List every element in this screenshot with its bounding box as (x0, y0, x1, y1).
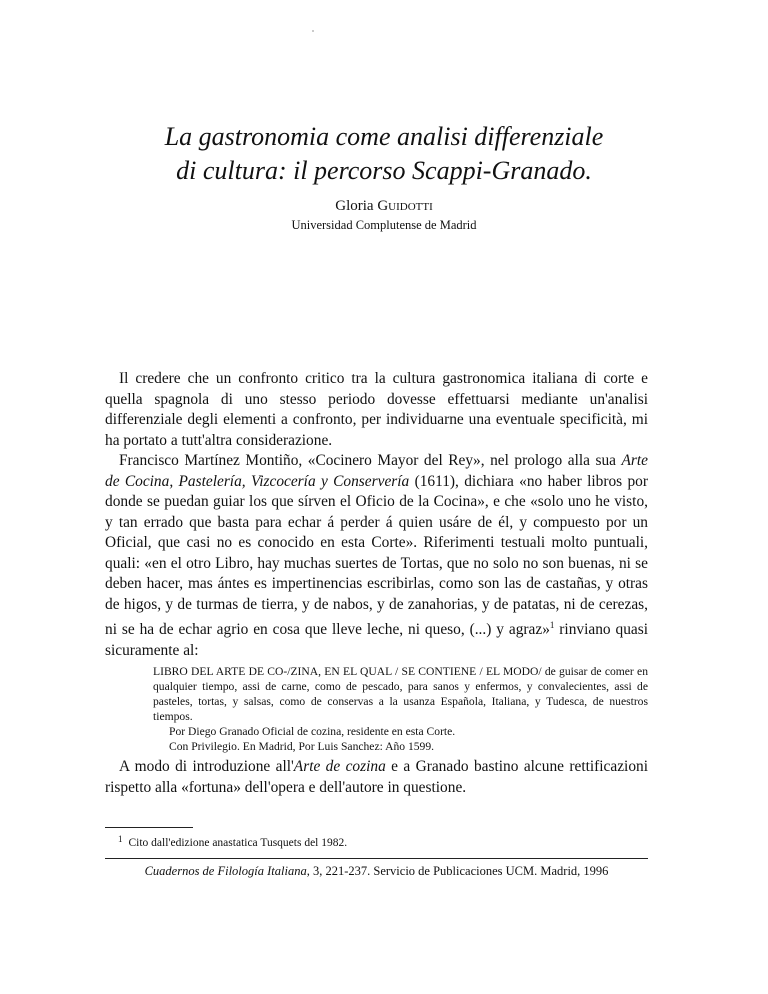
author-first-name: Gloria (335, 198, 374, 214)
footnote (118, 832, 347, 850)
journal-name: Cuadernos de Filología Italiana (144, 864, 307, 878)
article-body (105, 369, 648, 798)
footer-divider (105, 858, 648, 859)
paragraph-2-text-c: rinviano quasi sicuramente al: (105, 621, 648, 659)
paragraph-3-text-a: A modo di introduzione all' (119, 758, 294, 775)
paragraph-3 (105, 757, 648, 798)
paragraph-3-text-b: e a Granado bastino alcune rettificazioni rispetto alla «fortuna» dell'opera e dell'autore in questione. (105, 758, 648, 796)
paragraph-2-text-b: (1611), dichiara «no haber libros por donde se puedan guiar los que sírven el Oficio de la Cocina», e che «solo uno he visto, y tan errado que basta para echar á perder á quien usáre de él, y compuesto por un Oficial, que casi no es conocido en esta Corte». Riferimenti testuali molto puntuali, quali: «en el otro Libro, hay muchas suertes de Tortas, que no solo no son buenas, ni se deben hacer, mas ántes es impertinencias escribirlas, como son las de castañas, y otras de higos, y de turmas de tierra, y de nabos, y de zanahorias, y de patatas, ni de cerezas, ni se ha de echar agrio en cosa que lleve leche, ni queso, (...) y agraz» (105, 472, 648, 638)
citation-details: , 3, 221-237. Servicio de Publicaciones UCM. Madrid, 1996 (306, 864, 609, 878)
paragraph-2 (105, 451, 648, 661)
footnote-ref[interactable]: 1 (549, 620, 555, 630)
paragraph-2-text-a: Francisco Martínez Montiño, «Cocinero Mayor del Rey», nel prologo alla sua (119, 452, 622, 469)
author-last-name: Guidotti (377, 198, 433, 214)
footnote-text: Cito dall'edizione anastatica Tusquets del 1982. (128, 837, 348, 849)
paragraph-2-book-title: Arte de Cocina, Pastelería, Vizcocería y Conservería (105, 452, 648, 490)
quote-line-1: LIBRO DEL ARTE DE CO-/ZINA, EN EL QUAL / SE CONTIENE / EL MODO/ de guisar de comer en qualquier tiempo, assi de carne, como de pescado, para sanos y enfermos, y convalecientes, assi de pasteles, tortas, y salsas, como de conservas a la usanza Española, Italiana, y Tudesca, de nuestros tiempos. (153, 665, 648, 723)
author-name (0, 196, 768, 216)
footnote-number: 1 (118, 834, 123, 844)
article-title (0, 120, 768, 188)
author-affiliation: Universidad Complutense de Madrid (291, 218, 477, 232)
footnote-divider (105, 827, 193, 828)
paragraph-3-book-title: Arte de cozina (293, 758, 386, 775)
paragraph-1: Il credere che un confronto critico tra la cultura gastronomica italiana di corte e quella spagnola di uno stesso periodo dovesse effettuarsi mediante un'analisi differenziale degli elementi a confronto, per individuarne una eventuale specificità, mi ha portato a tutt'altra considerazione. (105, 370, 648, 449)
title-line-2: di cultura: il percorso Scappi-Granado. (176, 156, 592, 185)
quote-line-2: Por Diego Granado Oficial de cozina, residente en esta Corte. (169, 725, 456, 738)
quote-line-3: Con Privilegio. En Madrid, Por Luis Sanchez: Año 1599. (169, 740, 435, 753)
title-line-1: La gastronomia come analisi differenziale (164, 122, 604, 151)
block-quote (153, 664, 648, 754)
speck (312, 30, 314, 32)
page-footer (105, 863, 648, 879)
